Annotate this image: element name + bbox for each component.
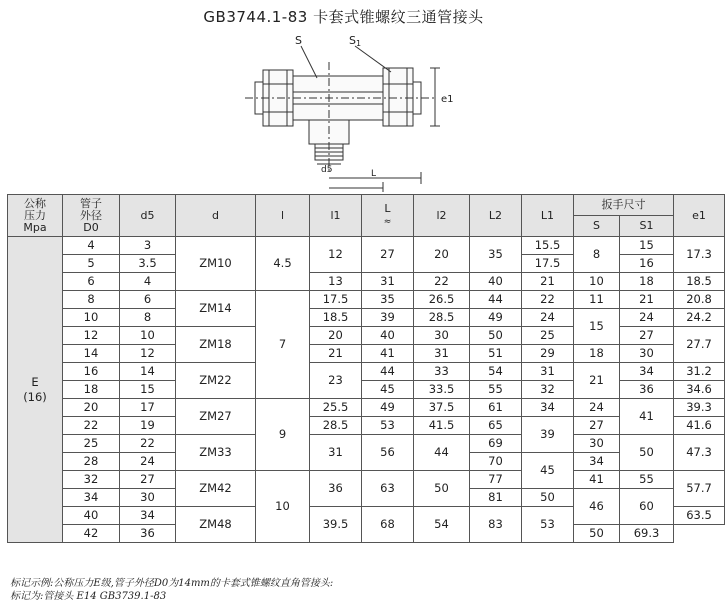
L2-cell: 51 xyxy=(470,345,522,363)
e1-cell: 39.3 xyxy=(674,399,725,417)
s-cell: 34 xyxy=(574,453,620,471)
s-cell: 15 xyxy=(574,309,620,345)
d0-cell: 10 xyxy=(63,309,120,327)
s-cell: 27 xyxy=(574,417,620,435)
header-pressure: 公称 压力 Mpa xyxy=(8,195,63,237)
L-cell: 56 xyxy=(362,435,414,471)
page-title: GB3744.1-83 卡套式锥螺纹三通管接头 xyxy=(203,8,484,26)
label-d5: d5 xyxy=(321,165,333,175)
header-L2: L2 xyxy=(470,195,522,237)
L-cell: 68 xyxy=(362,507,414,543)
s1-cell: 30 xyxy=(620,345,674,363)
header-s1: S1 xyxy=(620,216,674,237)
d5-cell: 17 xyxy=(120,399,176,417)
l2-cell: 28.5 xyxy=(414,309,470,327)
e1-cell: 20.8 xyxy=(674,291,725,309)
l1-cell: 25.5 xyxy=(310,399,362,417)
spec-table xyxy=(7,194,725,543)
s1-cell: 36 xyxy=(620,381,674,399)
s-cell: 10 xyxy=(574,273,620,291)
d5-cell: 6 xyxy=(120,291,176,309)
pressure-cell: E (16) xyxy=(8,237,63,543)
d5-cell: 27 xyxy=(120,471,176,489)
s1-cell: 27 xyxy=(620,327,674,345)
d0-cell: 6 xyxy=(63,273,120,291)
L-cell: 45 xyxy=(362,381,414,399)
l-cell: 9 xyxy=(256,399,310,471)
L2-cell: 35 xyxy=(470,237,522,273)
d0-cell: 42 xyxy=(63,525,120,543)
header-L: L ≈ xyxy=(362,195,414,237)
l2-cell: 20 xyxy=(414,237,470,273)
header-d: d xyxy=(176,195,256,237)
fitting-drawing xyxy=(225,32,460,192)
L1-cell: 45 xyxy=(522,453,574,489)
d0-cell: 16 xyxy=(63,363,120,381)
s-cell: 8 xyxy=(574,237,620,273)
label-s1: S1 xyxy=(349,34,362,48)
L1-cell: 25 xyxy=(522,327,574,345)
L2-cell: 61 xyxy=(470,399,522,417)
L2-cell: 65 xyxy=(470,417,522,435)
L1-cell: 22 xyxy=(522,291,574,309)
d0-cell: 34 xyxy=(63,489,120,507)
L-cell: 27 xyxy=(362,237,414,273)
L2-cell: 50 xyxy=(470,327,522,345)
L2-cell: 44 xyxy=(470,291,522,309)
l2-cell: 33.5 xyxy=(414,381,470,399)
header-L1: L1 xyxy=(522,195,574,237)
l1-cell: 17.5 xyxy=(310,291,362,309)
d-cell: ZM27 xyxy=(176,399,256,435)
s1-cell: 16 xyxy=(620,255,674,273)
L-cell: 35 xyxy=(362,291,414,309)
d5-cell: 19 xyxy=(120,417,176,435)
d-cell: ZM48 xyxy=(176,507,256,543)
L-cell: 63 xyxy=(362,471,414,507)
d0-cell: 20 xyxy=(63,399,120,417)
l2-cell: 26.5 xyxy=(414,291,470,309)
s1-cell: 18 xyxy=(620,273,674,291)
l-cell: 7 xyxy=(256,291,310,399)
L1-cell: 34 xyxy=(522,399,574,417)
L1-cell: 21 xyxy=(522,273,574,291)
l2-cell: 30 xyxy=(414,327,470,345)
s-cell: 11 xyxy=(574,291,620,309)
L1-cell: 24 xyxy=(522,309,574,327)
d5-cell: 10 xyxy=(120,327,176,345)
d0-cell: 5 xyxy=(63,255,120,273)
L-cell: 41 xyxy=(362,345,414,363)
L1-cell: 53 xyxy=(522,507,574,543)
header-s: S xyxy=(574,216,620,237)
L2-cell: 70 xyxy=(470,453,522,471)
L1-cell: 50 xyxy=(522,489,574,507)
s-cell: 30 xyxy=(574,435,620,453)
d5-cell: 24 xyxy=(120,453,176,471)
d-cell: ZM22 xyxy=(176,363,256,399)
d5-cell: 3 xyxy=(120,237,176,255)
note-line: 标记示例:公称压力E级,管子外径D0为14mm的卡套式锥螺纹直角管接头: xyxy=(10,578,334,589)
l1-cell: 28.5 xyxy=(310,417,362,435)
d0-cell: 18 xyxy=(63,381,120,399)
s-cell: 46 xyxy=(574,489,620,525)
d0-cell: 14 xyxy=(63,345,120,363)
d5-cell: 4 xyxy=(120,273,176,291)
l1-cell: 12 xyxy=(310,237,362,273)
e1-cell: 31.2 xyxy=(674,363,725,381)
label-s: S xyxy=(295,34,302,47)
s1-cell: 60 xyxy=(620,489,674,525)
d5-cell: 12 xyxy=(120,345,176,363)
d0-cell: 32 xyxy=(63,471,120,489)
l1-cell: 13 xyxy=(310,273,362,291)
l-cell: 10 xyxy=(256,471,310,543)
l1-cell: 39.5 xyxy=(310,507,362,543)
s1-cell: 15 xyxy=(620,237,674,255)
e1-cell: 27.7 xyxy=(674,327,725,363)
L1-cell: 32 xyxy=(522,381,574,399)
d0-cell: 22 xyxy=(63,417,120,435)
l2-cell: 54 xyxy=(414,507,470,543)
L2-cell: 49 xyxy=(470,309,522,327)
label-L: L xyxy=(371,169,377,179)
d-cell: ZM14 xyxy=(176,291,256,327)
d0-cell: 4 xyxy=(63,237,120,255)
L-cell: 39 xyxy=(362,309,414,327)
d-cell: ZM42 xyxy=(176,471,256,507)
s1-cell: 55 xyxy=(620,471,674,489)
s-cell: 50 xyxy=(574,525,620,543)
s1-cell: 50 xyxy=(620,435,674,471)
e1-cell: 41.6 xyxy=(674,417,725,435)
s1-cell: 24 xyxy=(620,309,674,327)
l1-cell: 18.5 xyxy=(310,309,362,327)
s-cell: 24 xyxy=(574,399,620,417)
d5-cell: 15 xyxy=(120,381,176,399)
s-cell: 18 xyxy=(574,345,620,363)
l2-cell: 50 xyxy=(414,471,470,507)
L-cell: 44 xyxy=(362,363,414,381)
l2-cell: 44 xyxy=(414,435,470,471)
L2-cell: 54 xyxy=(470,363,522,381)
notes xyxy=(10,577,333,603)
L-cell: 49 xyxy=(362,399,414,417)
header-d0: 管子 外径 D0 xyxy=(63,195,120,237)
header-l: l xyxy=(256,195,310,237)
d5-cell: 36 xyxy=(120,525,176,543)
header-l1: l1 xyxy=(310,195,362,237)
l2-cell: 22 xyxy=(414,273,470,291)
L1-cell: 31 xyxy=(522,363,574,381)
L2-cell: 69 xyxy=(470,435,522,453)
L2-cell: 40 xyxy=(470,273,522,291)
l2-cell: 41.5 xyxy=(414,417,470,435)
l1-cell: 31 xyxy=(310,435,362,471)
l2-cell: 31 xyxy=(414,345,470,363)
L2-cell: 81 xyxy=(470,489,522,507)
s1-cell: 41 xyxy=(620,399,674,435)
L1-cell: 29 xyxy=(522,345,574,363)
L2-cell: 55 xyxy=(470,381,522,399)
note-line: 标记为:管接头 E14 GB3739.1-83 xyxy=(10,591,167,602)
l1-cell: 36 xyxy=(310,471,362,507)
l1-cell: 20 xyxy=(310,327,362,345)
s1-cell: 21 xyxy=(620,291,674,309)
d5-cell: 14 xyxy=(120,363,176,381)
header-d5: d5 xyxy=(120,195,176,237)
l2-cell: 33 xyxy=(414,363,470,381)
L1-cell: 17.5 xyxy=(522,255,574,273)
d-cell: ZM33 xyxy=(176,435,256,471)
label-e1: e1 xyxy=(441,94,454,105)
l1-cell: 23 xyxy=(310,363,362,399)
e1-cell: 17.3 xyxy=(674,237,725,273)
d-cell: ZM10 xyxy=(176,237,256,291)
header-l2: l2 xyxy=(414,195,470,237)
d5-cell: 30 xyxy=(120,489,176,507)
e1-cell: 24.2 xyxy=(674,309,725,327)
d0-cell: 12 xyxy=(63,327,120,345)
e1-cell: 47.3 xyxy=(674,435,725,471)
d5-cell: 3.5 xyxy=(120,255,176,273)
s-cell: 41 xyxy=(574,471,620,489)
L2-cell: 77 xyxy=(470,471,522,489)
l1-cell: 21 xyxy=(310,345,362,363)
L-cell: 31 xyxy=(362,273,414,291)
e1-cell: 63.5 xyxy=(674,507,725,525)
d0-cell: 25 xyxy=(63,435,120,453)
s-cell: 21 xyxy=(574,363,620,399)
d5-cell: 34 xyxy=(120,507,176,525)
L-cell: 40 xyxy=(362,327,414,345)
d5-cell: 22 xyxy=(120,435,176,453)
s1-cell: 34 xyxy=(620,363,674,381)
e1-cell: 18.5 xyxy=(674,273,725,291)
L-cell: 53 xyxy=(362,417,414,435)
l2-cell: 37.5 xyxy=(414,399,470,417)
e1-cell: 69.3 xyxy=(620,525,674,543)
L1-cell: 15.5 xyxy=(522,237,574,255)
d5-cell: 8 xyxy=(120,309,176,327)
l-cell: 4.5 xyxy=(256,237,310,291)
header-wrench: 扳手尺寸 xyxy=(574,195,674,216)
header-e1: e1 xyxy=(674,195,725,237)
e1-cell: 34.6 xyxy=(674,381,725,399)
L2-cell: 83 xyxy=(470,507,522,543)
d0-cell: 28 xyxy=(63,453,120,471)
d0-cell: 40 xyxy=(63,507,120,525)
d-cell: ZM18 xyxy=(176,327,256,363)
e1-cell: 57.7 xyxy=(674,471,725,507)
d0-cell: 8 xyxy=(63,291,120,309)
L1-cell: 39 xyxy=(522,417,574,453)
